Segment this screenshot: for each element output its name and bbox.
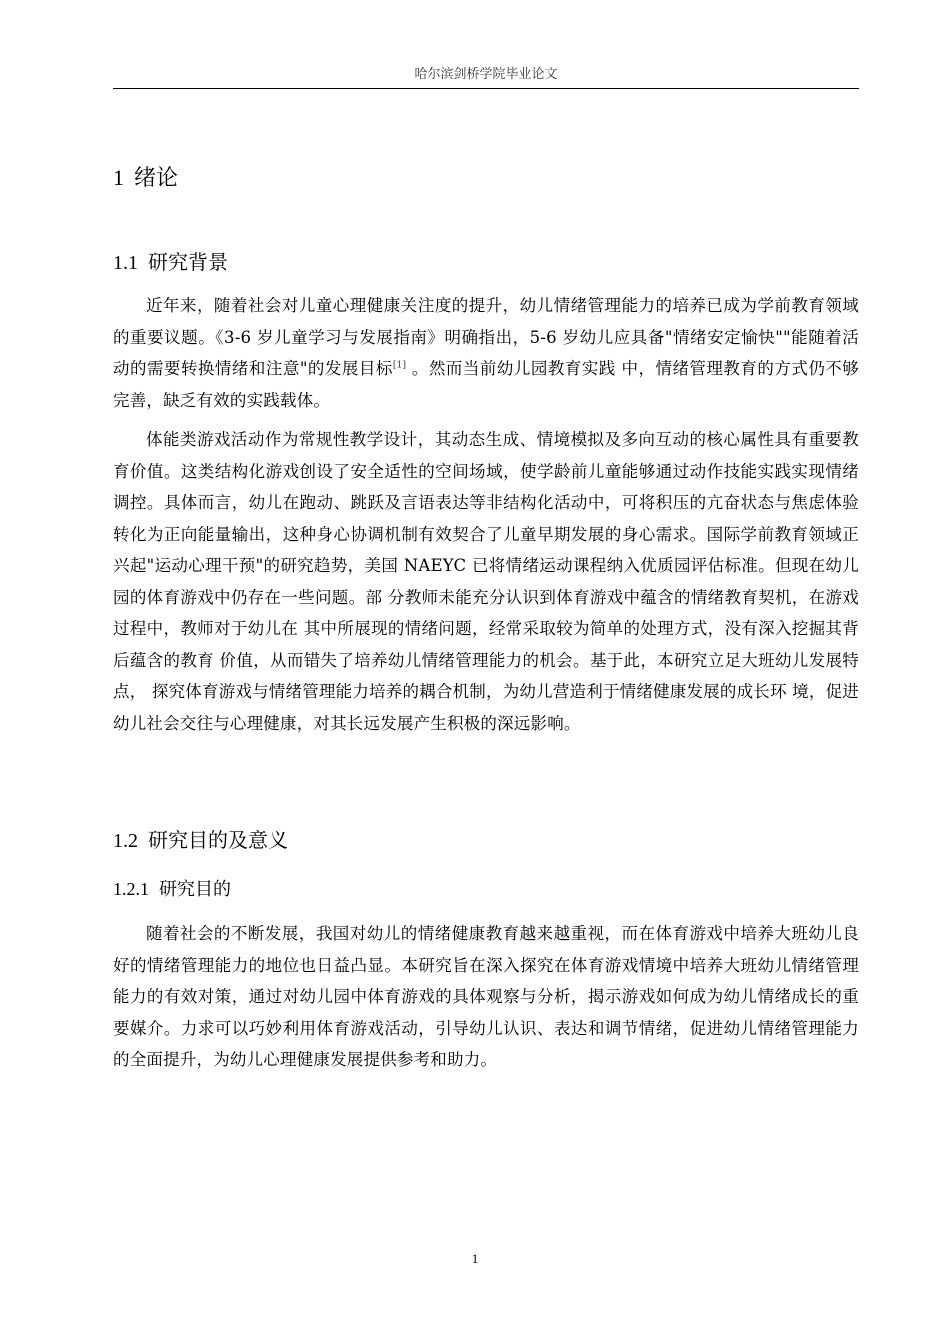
chapter-number: 1 [113,165,124,190]
citation-marker: [1] [392,360,407,371]
page-number: 1 [471,1251,479,1266]
paragraph-text: 。然而当前幼儿园教育实践 中，情绪管理教育的方式仍不够完善，缺乏有效的实践载体。 [113,359,859,410]
background-paragraph-1 [113,290,859,416]
section-title: 研究目的及意义 [148,828,288,852]
page-header: 哈尔滨剑桥学院毕业论文 [414,67,558,82]
subsection-heading-1-2-1 [113,876,231,903]
purpose-paragraph: 随着社会的不断发展，我国对幼儿的情绪健康教育越来越重视，而在体育游戏中培养大班幼儿良好的情绪管理能力的地位也日益凸显。本研究旨在深入探究在体育游戏情境中培养大班幼儿情绪管理能力的有效对策，通过对幼儿园中体育游戏的具体观察与分析，揭示游戏如何成为幼儿情绪成长的重要媒介。力求可以巧妙利用体育游戏活动，引导幼儿认识、表达和调节情绪，促进幼儿情绪管理能力的全面提升，为幼儿心理健康发展提供参考和助力。 [113,924,859,1069]
chapter-title: 绪论 [134,166,179,191]
subsection-title: 研究目的 [159,879,231,900]
section-heading-1-1 [113,248,228,277]
section-title: 研究背景 [148,250,228,274]
header-rule [113,88,859,89]
paragraph-text: 近年来，随着社会对儿童心理健康关注度的提升，幼儿情绪管理能力的培养已成为学前教育领域的重要议题。《3-6 岁儿童学习与发展指南》明确指出，5-6 岁幼儿应具备"情绪安定愉快""能随着活动的需要转换情绪和注意"的发展目标 [113,296,859,378]
background-paragraph-2: 体能类游戏活动作为常规性教学设计，其动态生成、情境模拟及多向互动的核心属性具有重要教育价值。这类结构化游戏创设了安全适性的空间场域，使学龄前儿童能够通过动作技能实践实现情绪调控。具体而言，幼儿在跑动、跳跃及言语表达等非结构化活动中，可将积压的亢奋状态与焦虑体验转化为正向能量输出，这种身心协调机制有效契合了儿童早期发展的身心需求。国际学前教育领域正兴起"运动心理干预"的研究趋势，美国 NAEYC 已将情绪运动课程纳入优质园评估标准。但现在幼儿园的体育游戏中仍存在一些问题。部 分教师未能充分认识到体育游戏中蕴含的情绪教育契机，在游戏过程中，教师对于幼儿在 其中所展现的情绪问题，经常采取较为简单的处理方式，没有深入挖掘其背后蕴含的教育 价值，从而错失了培养幼儿情绪管理能力的机会。基于此，本研究立足大班幼儿发展特点， 探究体育游戏与情绪管理能力培养的耦合机制，为幼儿营造利于情绪健康发展的成长环 境，促进幼儿社会交往与心理健康，对其长远发展产生积极的深远影响。 [113,430,859,733]
section-number: 1.1 [113,252,138,274]
subsection-number: 1.2.1 [113,879,149,899]
section-heading-1-2 [113,826,288,855]
chapter-heading [113,163,178,194]
section-number: 1.2 [113,830,138,852]
